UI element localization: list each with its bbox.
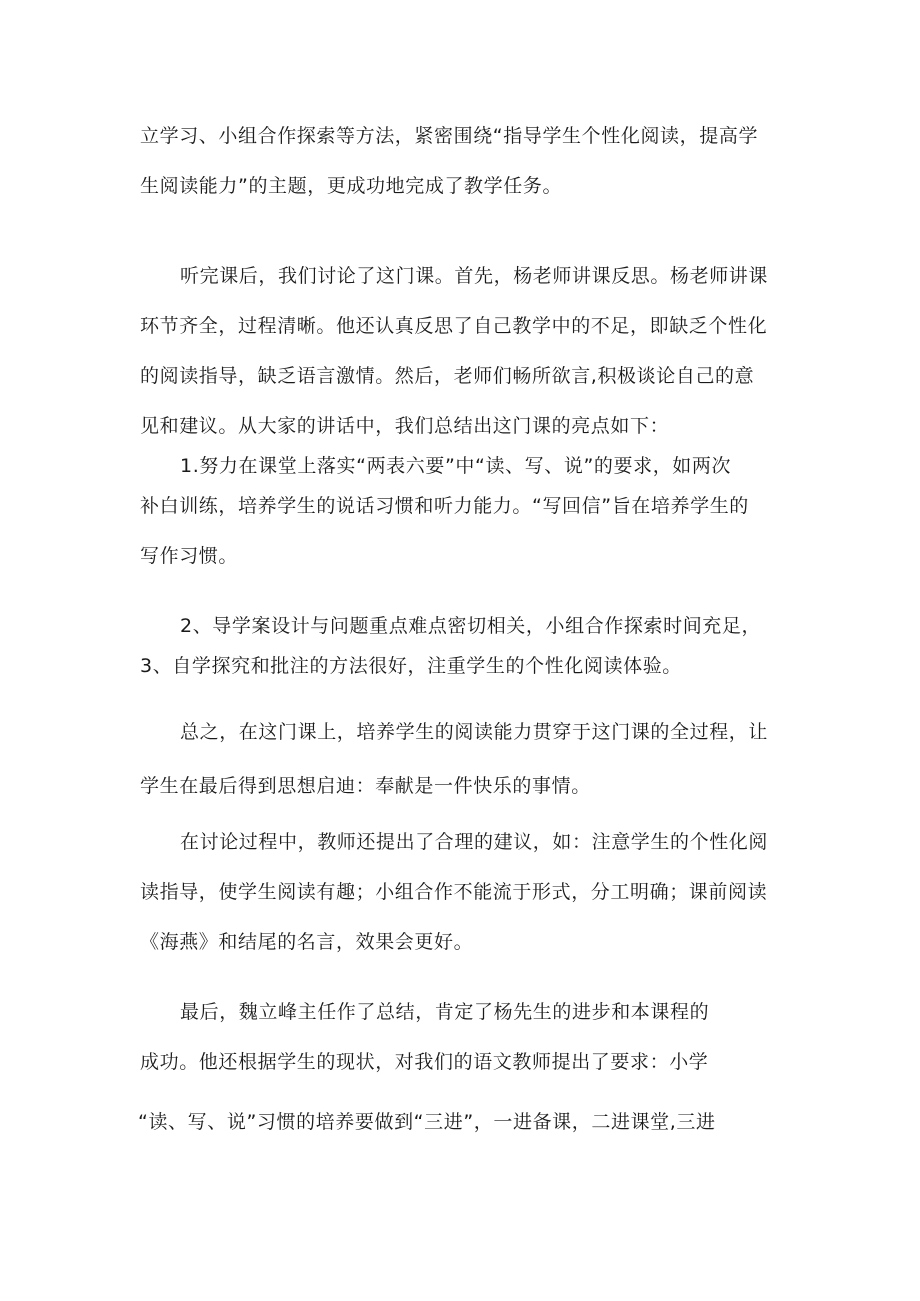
text-line: 读指导，使学生阅读有趣；小组合作不能流于形式，分工明确；课前阅读 <box>140 881 768 903</box>
text-line: 补白训练，培养学生的说话习惯和听力能力。“写回信”旨在培养学生的 <box>140 495 749 517</box>
text-line: 学生在最后得到思想启迪：奉献是一件快乐的事情。 <box>140 775 591 797</box>
text-line: 成功。他还根据学生的现状，对我们的语文教师提出了要求：小学 <box>140 1051 709 1073</box>
text-line: “读、写、说”习惯的培养要做到“三进”，一进备课，二进课堂,三进 <box>138 1111 716 1133</box>
text-line: 见和建议。从大家的讲话中，我们总结出这门课的亮点如下： <box>140 415 670 437</box>
text-line: 2、导学案设计与问题重点难点密切相关，小组合作探索时间充足， <box>180 615 762 637</box>
text-line: 环节齐全，过程清晰。他还认真反思了自己教学中的不足，即缺乏个性化 <box>140 315 768 337</box>
text-line: 写作习惯。 <box>140 545 239 567</box>
text-line: 生阅读能力”的主题，更成功地完成了教学任务。 <box>140 175 563 197</box>
text-line: 听完课后，我们讨论了这门课。首先，杨老师讲课反思。杨老师讲课 <box>180 265 769 287</box>
text-line: 最后，魏立峰主任作了总结，肯定了杨先生的进步和本课程的 <box>180 1001 710 1023</box>
text-line: 立学习、小组合作探索等方法，紧密围绕“指导学生个性化阅读，提高学 <box>140 125 759 147</box>
text-line: 在讨论过程中，教师还提出了合理的建议，如：注意学生的个性化阅 <box>180 831 769 853</box>
text-line: 3、自学探究和批注的方法很好，注重学生的个性化阅读体验。 <box>140 655 682 677</box>
text-line: 1.努力在课堂上落实“两表六要”中“读、写、说”的要求，如两次 <box>180 455 732 477</box>
text-line: 《海燕》和结尾的名言，效果会更好。 <box>140 931 474 953</box>
text-line: 总之，在这门课上，培养学生的阅读能力贯穿于这门课的全过程，让 <box>180 721 769 743</box>
text-line: 的阅读指导，缺乏语言激情。然后，老师们畅所欲言,积极谈论自己的意 <box>140 365 755 387</box>
